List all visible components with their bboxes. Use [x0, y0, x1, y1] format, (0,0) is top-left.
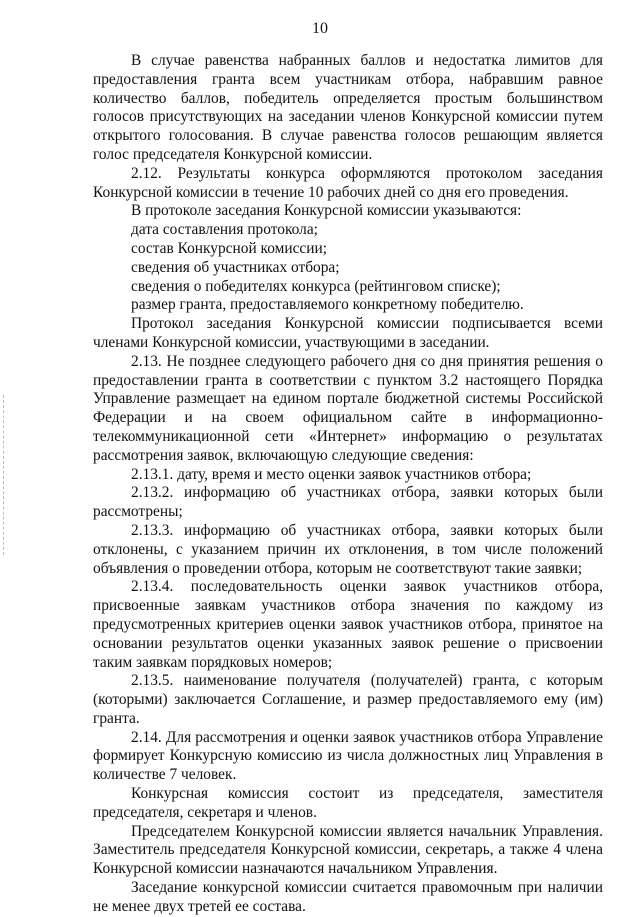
list-item-winners-info: сведения о победителях конкурса (рейтинговом списке);: [131, 277, 501, 295]
paragraph-2-13: 2.13. Не позднее следующего рабочего дня со дня принятия решения о предоставлении гранта в соответствии с пунктом 3.2 настоящего Порядка Управление размещает на едином портале бюджетной системы Российской Федерации и на своем официальном сайте в информационно-телекоммуникационной сети «Интернет» информацию о результатах рассмотрения заявок, включающую следующие сведения:: [93, 352, 603, 464]
list-item-protocol-date: дата составления протокола;: [131, 221, 318, 239]
paragraph-2-13-1: 2.13.1. дату, время и место оценки заявок участников отбора;: [131, 465, 532, 483]
paragraph-2-13-2: 2.13.2. информацию об участниках отбора, заявки которых были рассмотрены;: [93, 484, 603, 521]
paragraph-commission-chair: Председателем Конкурсной комиссии является начальник Управления. Заместитель председателя Конкурсной комиссии, секретарь, а также 4 члена Конкурсной комиссии назначаются начальником Управления.: [93, 822, 603, 878]
paragraph-2-14: 2.14. Для рассмотрения и оценки заявок участников отбора Управление формирует Конкурсную комиссию из числа должностных лиц Управления в количестве 7 человек.: [93, 728, 603, 784]
paragraph-quorum: Заседание конкурсной комиссии считается правомочным при наличии не менее двух третей ее состава.: [93, 879, 603, 915]
paragraph-2-12: 2.12. Результаты конкурса оформляются протоколом заседания Конкурсной комиссии в течение 10 рабочих дней со дня его проведения.: [93, 164, 603, 201]
list-item-grant-size: размер гранта, предоставляемого конкретному победителю.: [131, 296, 524, 314]
paragraph-protocol-signing: Протокол заседания Конкурсной комиссии подписывается всеми членами Конкурсной комиссии, участвующими в заседании.: [93, 315, 603, 351]
page-number: 10: [312, 20, 328, 37]
paragraph-2-13-4: 2.13.4. последовательность оценки заявок участников отбора, присвоенные заявкам участников отбора значения по каждому из предусмотренных критериев оценки заявок участников отбора, принятое на основании результатов оценки указанных заявок решение о присвоении таким заявкам порядковых номеров;: [93, 578, 603, 671]
paragraph-2-13-5: 2.13.5. наименование получателя (получателей) гранта, с которым (которыми) заключается Соглашение, и размер предоставляемого ему (им) гранта.: [93, 672, 603, 727]
paragraph-tie-rule: В случае равенства набранных баллов и недостатка лимитов для предоставления гранта всем участникам отбора, набравшим равное количество баллов, победитель определяется простым большинством голосов присутствующих на заседании членов Конкурсной комиссии путем открытого голосования. В случае равенства голосов решающим является голос председателя Конкурсной комиссии.: [93, 52, 603, 163]
list-item-commission-composition: состав Конкурсной комиссии;: [131, 239, 328, 257]
paragraph-protocol-contents-intro: В протоколе заседания Конкурсной комиссии указываются:: [131, 202, 522, 220]
scan-edge-marks: [3, 395, 6, 555]
document-body: [93, 52, 603, 917]
paragraph-commission-members: Конкурсная комиссия состоит из председателя, заместителя председателя, секретаря и членов.: [93, 785, 603, 821]
paragraph-2-13-3: 2.13.3. информацию об участниках отбора, заявки которых были отклонены, с указанием причин их отклонения, в том числе положений объявления о проведении отбора, которым не соответствуют такие заявки;: [93, 521, 603, 577]
list-item-participants-info: сведения об участниках отбора;: [131, 258, 340, 276]
